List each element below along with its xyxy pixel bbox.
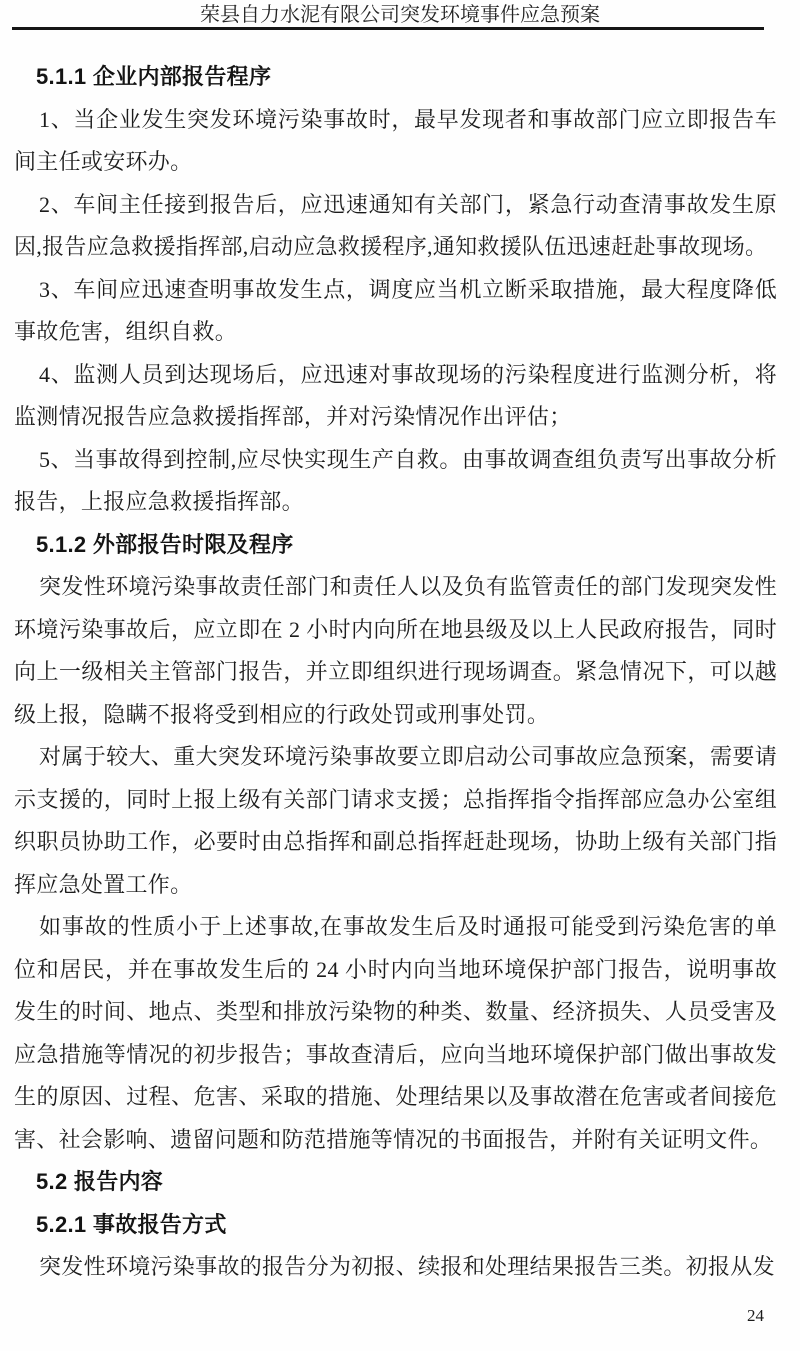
paragraph-external-report-3: 如事故的性质小于上述事故,在事故发生后及时通报可能受到污染危害的单位和居民，并在事故发生后的 24 小时内向当地环境保护部门报告，说明事故发生的时间、地点、类型和排放污染物的种类、数量、经济损失、人员受害及应急措施等情况的初步报告；事故查清后，应向当地环境保护部门做出事故发生的原因、过程、危害、采取的措施、处理结果以及事故潜在危害或者间接危害、社会影响、遗留问题和防范措施等情况的书面报告，并附有关证明文件。: [14, 914, 777, 1152]
page-number: 24: [747, 1306, 764, 1325]
paragraph-external-report-2: 对属于较大、重大突发环境污染事故要立即启动公司事故应急预案，需要请示支援的，同时上报上级有关部门请求支援；总指挥指令指挥部应急办公室组织职员协助工作，必要时由总指挥和副总指挥赶赴现场，协助上级有关部门指挥应急处置工作。: [14, 744, 777, 897]
paragraph-internal-report-4: 4、监测人员到达现场后，应迅速对事故现场的污染程度进行监测分析，将监测情况报告应急救援指挥部，并对污染情况作出评估；: [14, 361, 777, 429]
paragraph-internal-report-3: 3、车间应迅速查明事故发生点，调度应当机立断采取措施，最大程度降低事故危害，组织自救。: [14, 276, 777, 344]
paragraph-internal-report-1: 1、当企业发生突发环境污染事故时，最早发现者和事故部门应立即报告车间主任或安环办。: [14, 106, 777, 174]
page-header: [0, 0, 800, 30]
section-heading-5-1-1: 5.1.1 企业内部报告程序: [36, 64, 272, 89]
paragraph-external-report-1: 突发性环境污染事故责任部门和责任人以及负有监管责任的部门发现突发性环境污染事故后，应立即在 2 小时内向所在地县级及以上人民政府报告，同时向上一级相关主管部门报告，并立即组织进行现场调查。紧急情况下，可以越级上报，隐瞒不报将受到相应的行政处罚或刑事处罚。: [14, 574, 777, 727]
paragraph-report-types: 突发性环境污染事故的报告分为初报、续报和处理结果报告三类。初报从发: [39, 1254, 775, 1279]
header-title: 荣县自力水泥有限公司突发环境事件应急预案: [200, 4, 600, 26]
section-heading-5-2-1: 5.2.1 事故报告方式: [36, 1211, 227, 1237]
section-heading-5-1-2: 5.1.2 外部报告时限及程序: [36, 531, 294, 557]
document-content: [14, 56, 777, 1289]
paragraph-internal-report-2: 2、车间主任接到报告后，应迅速通知有关部门，紧急行动查清事故发生原因,报告应急救援指挥部,启动应急救援程序,通知救援队伍迅速赶赴事故现场。: [14, 191, 777, 259]
header-rule: [12, 27, 764, 30]
section-heading-5-2: 5.2 报告内容: [36, 1169, 164, 1194]
paragraph-internal-report-5: 5、当事故得到控制,应尽快实现生产自救。由事故调查组负责写出事故分析报告，上报应急救援指挥部。: [14, 446, 777, 514]
